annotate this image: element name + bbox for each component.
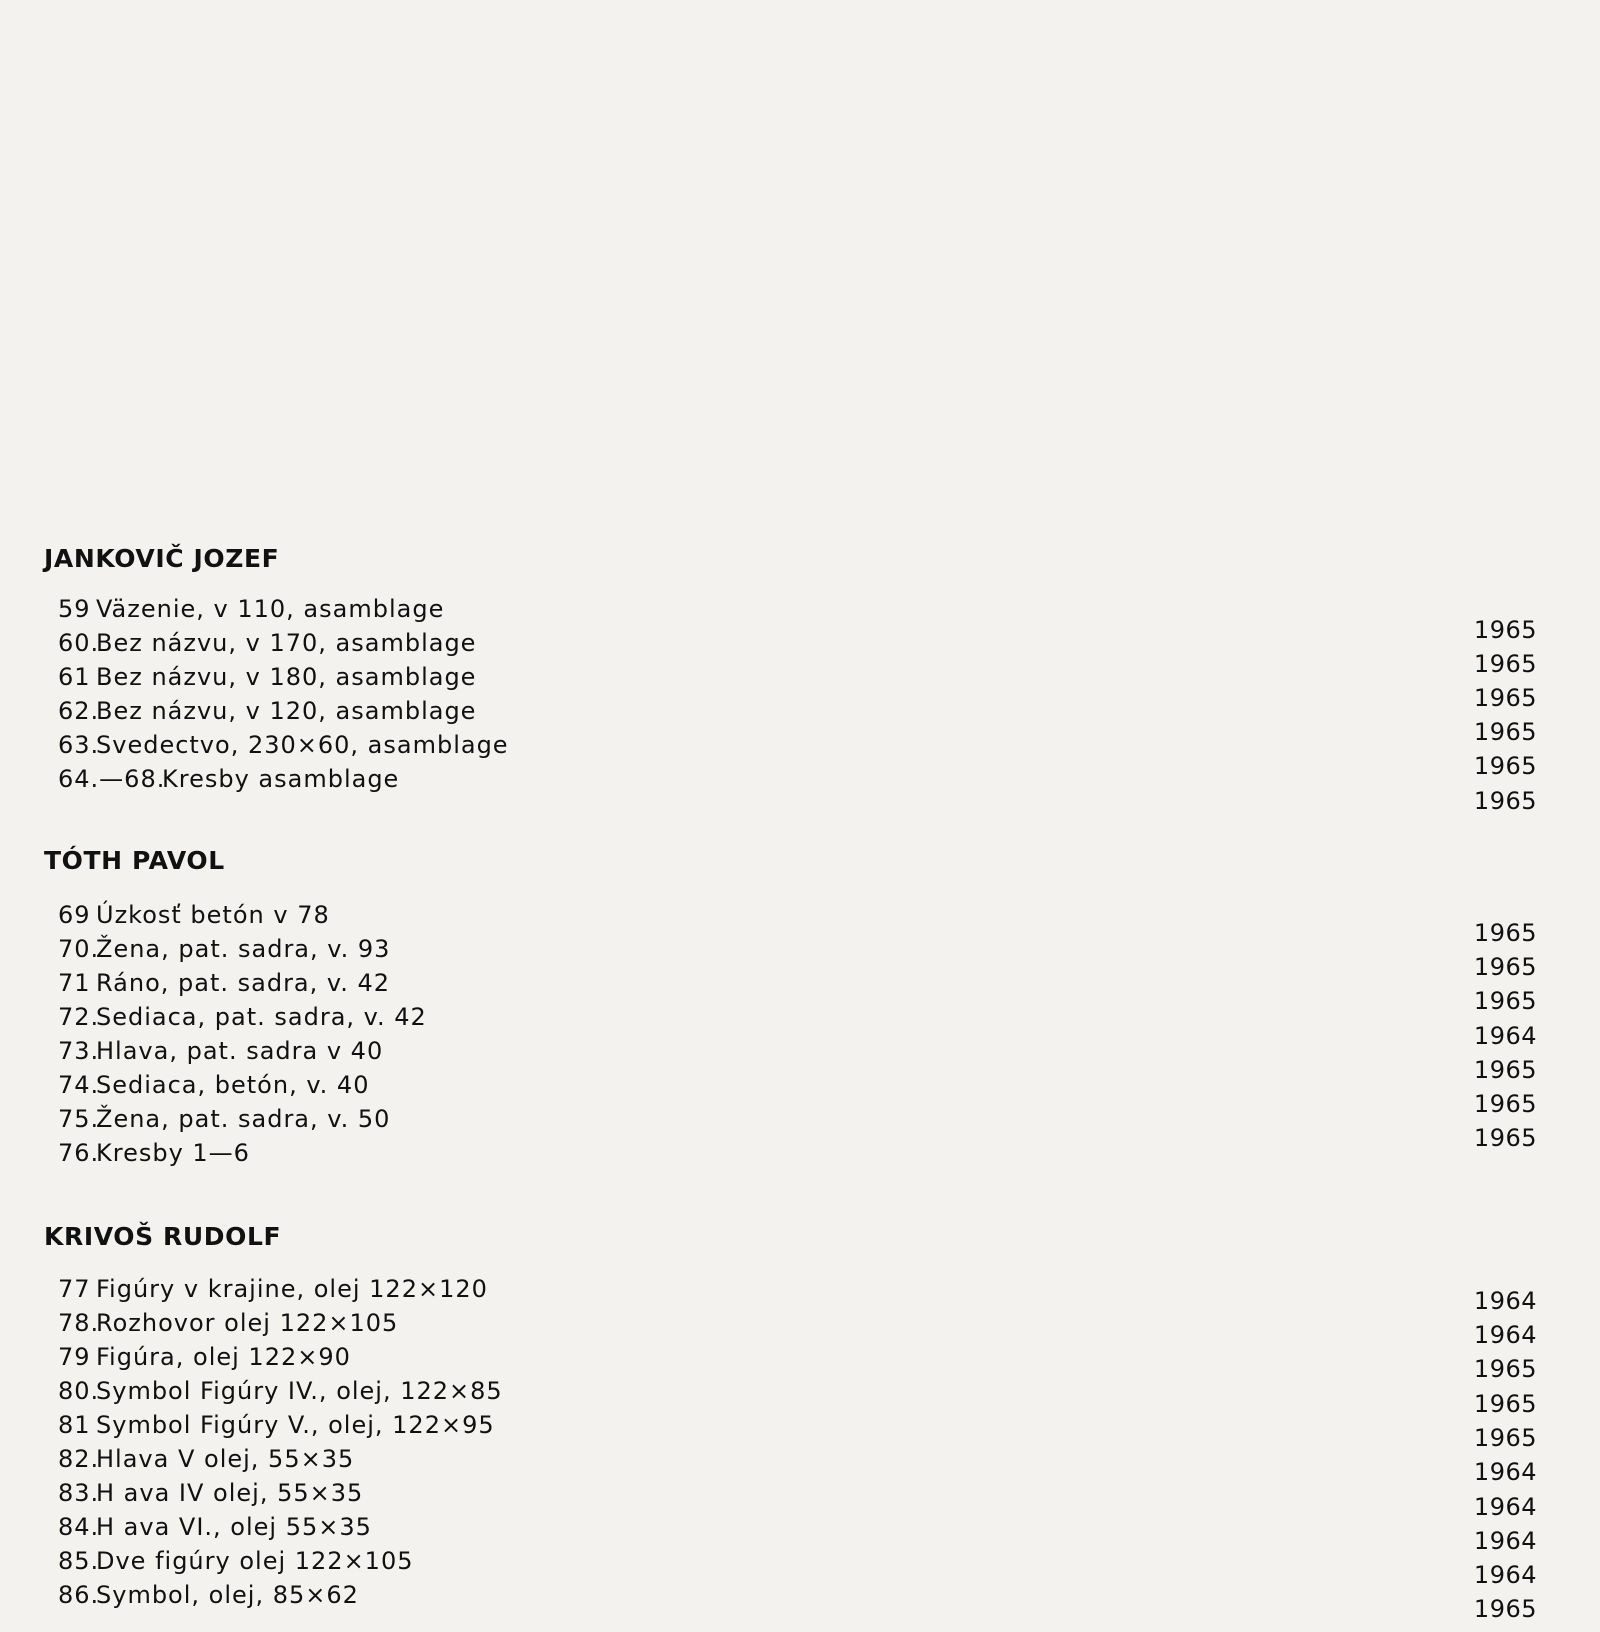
item-number: 83. bbox=[58, 1479, 100, 1507]
item-number: 71 bbox=[58, 969, 91, 997]
year-value: 1964 bbox=[1473, 1321, 1537, 1349]
list-item bbox=[44, 1306, 784, 1340]
year-value: 1964 bbox=[1473, 1458, 1537, 1486]
year-column bbox=[1447, 0, 1537, 1632]
list-item bbox=[44, 694, 784, 728]
item-number: 59 bbox=[58, 595, 91, 623]
item-number: 79 bbox=[58, 1343, 91, 1371]
list-item bbox=[44, 1034, 784, 1068]
artist-name: KRIVOŠ RUDOLF bbox=[44, 1222, 282, 1251]
year-value: 1965 bbox=[1473, 752, 1537, 780]
year-value: 1965 bbox=[1473, 1390, 1537, 1418]
year-value: 1965 bbox=[1473, 1355, 1537, 1383]
item-number: 60. bbox=[58, 629, 100, 657]
year-value: 1965 bbox=[1473, 718, 1537, 746]
year-value: 1965 bbox=[1473, 616, 1537, 644]
year-value: 1965 bbox=[1473, 987, 1537, 1015]
list-item bbox=[44, 932, 784, 966]
artwork-list bbox=[44, 1272, 784, 1612]
item-title: Žena, pat. sadra, v. 93 bbox=[96, 935, 391, 963]
item-number: 72. bbox=[58, 1003, 100, 1031]
item-number: 86. bbox=[58, 1581, 100, 1609]
list-item bbox=[44, 626, 784, 660]
item-title: Väzenie, v 110, asamblage bbox=[96, 595, 445, 623]
item-title: Ráno, pat. sadra, v. 42 bbox=[96, 969, 391, 997]
year-value: 1965 bbox=[1473, 650, 1537, 678]
year-value: 1964 bbox=[1473, 1493, 1537, 1521]
list-item bbox=[44, 1272, 784, 1306]
list-item bbox=[44, 1578, 784, 1612]
item-number: 85. bbox=[58, 1547, 100, 1575]
list-item bbox=[44, 660, 784, 694]
list-item bbox=[44, 1340, 784, 1374]
item-number: 62. bbox=[58, 697, 100, 725]
list-item bbox=[44, 1476, 784, 1510]
year-value: 1964 bbox=[1473, 1287, 1537, 1315]
year-value: 1964 bbox=[1473, 1561, 1537, 1589]
list-item bbox=[44, 762, 784, 796]
year-value: 1965 bbox=[1473, 1424, 1537, 1452]
list-item bbox=[44, 1544, 784, 1578]
list-item bbox=[44, 966, 784, 1000]
list-item bbox=[44, 1000, 784, 1034]
item-title: Symbol, olej, 85×62 bbox=[96, 1581, 359, 1609]
item-title: Úzkosť betón v 78 bbox=[96, 901, 330, 929]
item-title: Bez názvu, v 170, asamblage bbox=[96, 629, 477, 657]
artist-section-toth bbox=[44, 846, 784, 1170]
item-title: Kresby 1—6 bbox=[96, 1139, 250, 1167]
item-title: Svedectvo, 230×60, asamblage bbox=[96, 731, 509, 759]
item-title: Symbol Figúry V., olej, 122×95 bbox=[96, 1411, 495, 1439]
item-title: Žena, pat. sadra, v. 50 bbox=[96, 1105, 391, 1133]
item-title: Rozhovor olej 122×105 bbox=[96, 1309, 399, 1337]
item-title: Bez názvu, v 120, asamblage bbox=[96, 697, 477, 725]
list-item bbox=[44, 1102, 784, 1136]
item-number: 75. bbox=[58, 1105, 100, 1133]
artist-name: JANKOVIČ JOZEF bbox=[44, 544, 280, 573]
year-value: 1965 bbox=[1473, 1595, 1537, 1623]
list-item bbox=[44, 1442, 784, 1476]
list-item bbox=[44, 728, 784, 762]
year-value: 1965 bbox=[1473, 919, 1537, 947]
item-number: 80. bbox=[58, 1377, 100, 1405]
item-title: Sediaca, pat. sadra, v. 42 bbox=[96, 1003, 427, 1031]
list-item bbox=[44, 1068, 784, 1102]
year-value: 1965 bbox=[1473, 1090, 1537, 1118]
item-title: Hlava V olej, 55×35 bbox=[96, 1445, 355, 1473]
item-number: 84. bbox=[58, 1513, 100, 1541]
artist-section-jankovic bbox=[44, 544, 784, 796]
item-number: 77 bbox=[58, 1275, 91, 1303]
year-value: 1965 bbox=[1473, 1124, 1537, 1152]
item-number: 64.—68. bbox=[58, 765, 166, 793]
item-number: 69 bbox=[58, 901, 91, 929]
item-title: Sediaca, betón, v. 40 bbox=[96, 1071, 370, 1099]
year-value: 1965 bbox=[1473, 1056, 1537, 1084]
artwork-list bbox=[44, 898, 784, 1170]
item-title: Hlava, pat. sadra v 40 bbox=[96, 1037, 384, 1065]
year-value: 1964 bbox=[1473, 1527, 1537, 1555]
item-number: 82. bbox=[58, 1445, 100, 1473]
item-number: 76. bbox=[58, 1139, 100, 1167]
item-number: 61 bbox=[58, 663, 91, 691]
item-title: H ava IV olej, 55×35 bbox=[96, 1479, 364, 1507]
item-number: 74. bbox=[58, 1071, 100, 1099]
item-number: 63. bbox=[58, 731, 100, 759]
artist-name: TÓTH PAVOL bbox=[44, 846, 225, 875]
item-title: Kresby asamblage bbox=[162, 765, 400, 793]
year-value: 1965 bbox=[1473, 684, 1537, 712]
item-number: 70. bbox=[58, 935, 100, 963]
artwork-list bbox=[44, 592, 784, 796]
item-number: 81 bbox=[58, 1411, 91, 1439]
artist-section-krivos bbox=[44, 1222, 784, 1612]
item-title: Dve figúry olej 122×105 bbox=[96, 1547, 414, 1575]
item-number: 73. bbox=[58, 1037, 100, 1065]
year-value: 1965 bbox=[1473, 953, 1537, 981]
list-item bbox=[44, 592, 784, 626]
item-title: Figúry v krajine, olej 122×120 bbox=[96, 1275, 488, 1303]
item-number: 78. bbox=[58, 1309, 100, 1337]
item-title: H ava VI., olej 55×35 bbox=[96, 1513, 372, 1541]
list-item bbox=[44, 898, 784, 932]
list-item bbox=[44, 1408, 784, 1442]
list-item bbox=[44, 1510, 784, 1544]
list-item bbox=[44, 1374, 784, 1408]
item-title: Symbol Figúry IV., olej, 122×85 bbox=[96, 1377, 503, 1405]
item-title: Figúra, olej 122×90 bbox=[96, 1343, 351, 1371]
item-title: Bez názvu, v 180, asamblage bbox=[96, 663, 477, 691]
year-value: 1964 bbox=[1473, 1022, 1537, 1050]
year-value: 1965 bbox=[1473, 787, 1537, 815]
list-item bbox=[44, 1136, 784, 1170]
